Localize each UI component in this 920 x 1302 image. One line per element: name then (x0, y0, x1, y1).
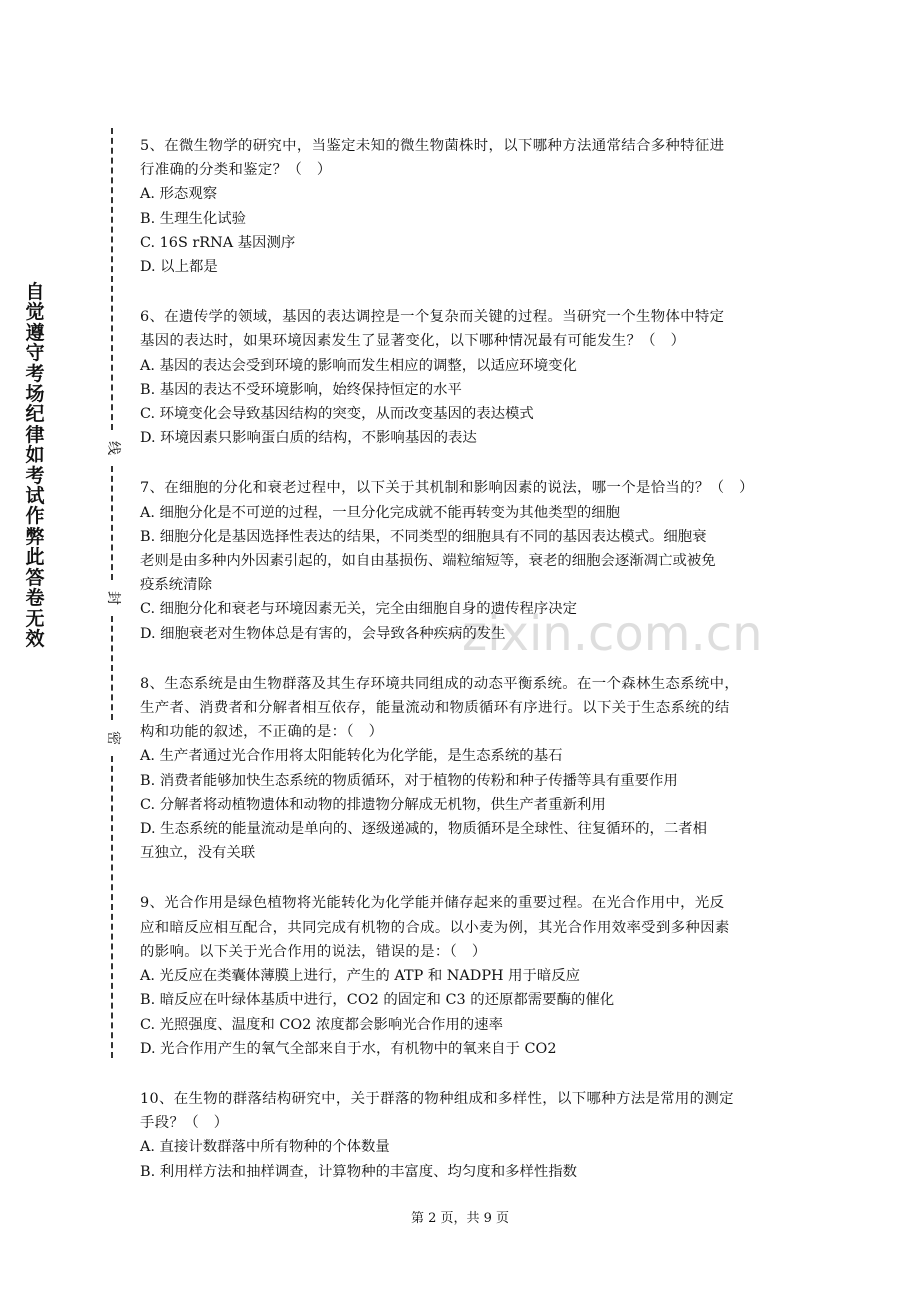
question-6 (140, 305, 785, 450)
stem-line: 的影响。以下关于光合作用的说法，错误的是：（ ） (140, 943, 487, 960)
question-stem (140, 1087, 785, 1135)
option-line: A. 基因的表达会受到环境的影响而发生相应的调整，以适应环境变化 (140, 357, 577, 374)
option-line: C. 环境变化会导致基因结构的突变，从而改变基因的表达模式 (140, 406, 534, 423)
answer-option (140, 1037, 785, 1061)
option-line: A. 细胞分化是不可逆的过程，一旦分化完成就不能再转变为其他类型的细胞 (140, 504, 621, 521)
question-list (140, 134, 785, 1210)
option-line: A. 生产者通过光合作用将太阳能转化为化学能，是生态系统的基石 (140, 748, 563, 765)
question-5 (140, 134, 785, 279)
page-number: 第 2 页，共 9 页 (410, 1211, 510, 1226)
answer-option (140, 1013, 785, 1037)
option-line: A. 形态观察 (140, 186, 218, 203)
answer-option (140, 501, 785, 525)
answer-option (140, 744, 785, 768)
option-line: D. 以上都是 (140, 259, 218, 276)
question-9 (140, 891, 785, 1060)
answer-option (140, 622, 785, 646)
option-line: 老则是由多种内外因素引起的，如自由基损伤、端粒缩短等，衰老的细胞会逐渐凋亡或被免 (140, 553, 716, 570)
binding-mark-line: 线 (102, 438, 124, 458)
stem-line: 8、生态系统是由生物群落及其生存环境共同组成的动态平衡系统。在一个森林生态系统中， (140, 675, 740, 692)
exam-discipline-notice: 自觉遵守考场纪律如考试作弊此答卷无效 (25, 281, 45, 650)
option-line: B. 生理生化试验 (140, 210, 247, 227)
binding-dashed-line (111, 466, 113, 580)
question-stem (140, 305, 785, 353)
option-line: C. 光照强度、温度和 CO2 浓度都会影响光合作用的速率 (140, 1016, 503, 1033)
answer-option (140, 1160, 785, 1184)
binding-dashed-line (111, 616, 113, 720)
option-line: D. 生态系统的能量流动是单向的、逐级递减的，物质循环是全球性、往复循环的，二者相 (140, 821, 708, 838)
answer-option (140, 769, 785, 793)
option-line: C. 16S rRNA 基因测序 (140, 234, 296, 251)
question-8 (140, 672, 785, 866)
stem-line: 7、在细胞的分化和衰老过程中，以下关于其机制和影响因素的说法，哪一个是恰当的？（ ） (140, 480, 754, 497)
answer-option (140, 426, 785, 450)
answer-option (140, 817, 785, 865)
answer-option (140, 378, 785, 402)
option-line: 互独立，没有关联 (140, 845, 256, 862)
stem-line: 手段？（ ） (140, 1115, 229, 1132)
option-line: D. 环境因素只影响蛋白质的结构，不影响基因的表达 (140, 430, 477, 447)
binding-mark-secret: 密 (102, 728, 124, 748)
option-line: B. 细胞分化是基因选择性表达的结果，不同类型的细胞具有不同的基因表达模式。细胞衰 (140, 528, 707, 545)
binding-dashed-line (111, 756, 113, 1058)
option-line: B. 基因的表达不受环境影响，始终保持恒定的水平 (140, 381, 462, 398)
stem-line: 生产者、消费者和分解者相互依存，能量流动和物质循环有序进行。以下关于生态系统的结 (140, 700, 730, 717)
answer-option (140, 354, 785, 378)
question-stem (140, 134, 785, 182)
answer-option (140, 1135, 785, 1159)
option-line: 疫系统清除 (140, 577, 212, 594)
option-line: A. 直接计数群落中所有物种的个体数量 (140, 1139, 390, 1156)
answer-option (140, 525, 785, 598)
stem-line: 5、在微生物学的研究中，当鉴定未知的微生物菌株时，以下哪种方法通常结合多种特征进 (140, 138, 725, 154)
option-line: D. 光合作用产生的氧气全部来自于水，有机物中的氧来自于 CO2 (140, 1040, 557, 1057)
answer-option (140, 402, 785, 426)
stem-line: 行准确的分类和鉴定？（ ） (140, 162, 332, 179)
answer-option (140, 255, 785, 279)
question-stem (140, 476, 785, 500)
binding-mark-seal: 封 (102, 588, 124, 608)
watermark: zixin.com.cn (462, 606, 763, 662)
option-line: A. 光反应在类囊体薄膜上进行，产生的 ATP 和 NADPH 用于暗反应 (140, 968, 581, 985)
answer-option (140, 597, 785, 621)
stem-line: 构和功能的叙述，不正确的是：（ ） (140, 724, 384, 741)
answer-option (140, 964, 785, 988)
question-stem (140, 672, 785, 745)
answer-option (140, 988, 785, 1012)
answer-option (140, 207, 785, 231)
stem-line: 9、光合作用是绿色植物将光能转化为化学能并储存起来的重要过程。在光合作用中，光反 (140, 895, 725, 912)
option-line: B. 利用样方法和抽样调查，计算物种的丰富度、均匀度和多样性指数 (140, 1163, 578, 1180)
option-line: B. 暗反应在叶绿体基质中进行，CO2 的固定和 C3 的还原都需要酶的催化 (140, 992, 615, 1009)
option-line: C. 分解者将动植物遗体和动物的排遗物分解成无机物，供生产者重新利用 (140, 796, 606, 813)
question-7 (140, 476, 785, 645)
option-line: D. 细胞衰老对生物体总是有害的，会导致各种疾病的发生 (140, 625, 506, 642)
option-line: B. 消费者能够加快生态系统的物质循环，对于植物的传粉和种子传播等具有重要作用 (140, 772, 678, 789)
answer-option (140, 793, 785, 817)
stem-line: 6、在遗传学的领域，基因的表达调控是一个复杂而关键的过程。当研究一个生物体中特定 (140, 309, 725, 326)
question-10 (140, 1087, 785, 1184)
stem-line: 基因的表达时，如果环境因素发生了显著变化，以下哪种情况最有可能发生？（ ） (140, 333, 686, 350)
stem-line: 应和暗反应相互配合，共同完成有机物的合成。以小麦为例，其光合作用效率受到多种因素 (140, 919, 730, 936)
binding-dashed-line (111, 128, 113, 430)
option-line: C. 细胞分化和衰老与环境因素无关，完全由细胞自身的遗传程序决定 (140, 601, 577, 618)
stem-line: 10、在生物的群落结构研究中，关于群落的物种组成和多样性，以下哪种方法是常用的测定 (140, 1090, 734, 1107)
question-stem (140, 891, 785, 964)
answer-option (140, 182, 785, 206)
answer-option (140, 231, 785, 255)
